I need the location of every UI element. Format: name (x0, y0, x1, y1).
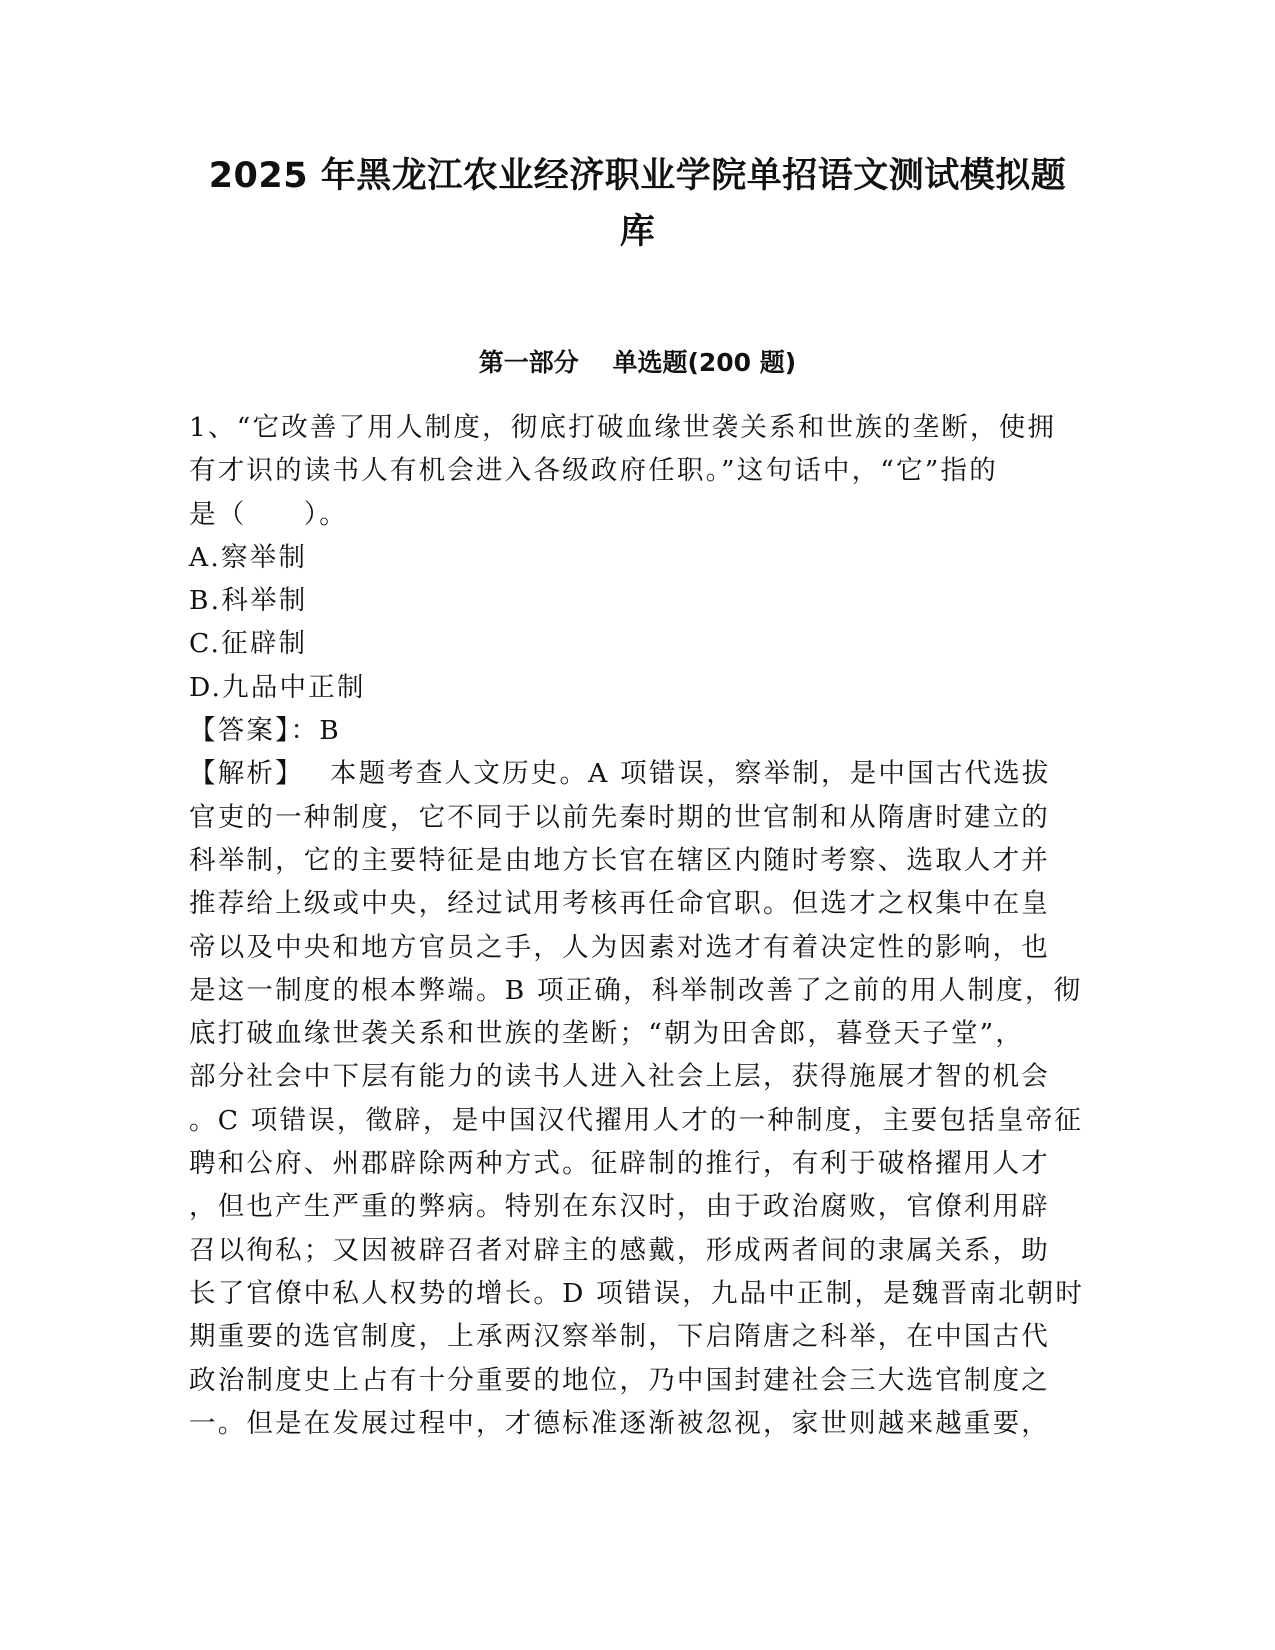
analysis-line: 聘和公府、州郡辟除两种方式。征辟制的推行，有利于破格擢用人才 (189, 1148, 1050, 1180)
analysis-line: 期重要的选官制度，上承两汉察举制，下启隋唐之科举，在中国古代 (189, 1321, 1050, 1353)
analysis-line: 【解析】 本题考查人文历史。A 项错误，察举制，是中国古代选拔 (189, 758, 1051, 790)
answer-value: B (319, 715, 341, 747)
analysis-line: 一。但是在发展过程中，才德标准逐渐被忽视，家世则越来越重要， (189, 1407, 1050, 1439)
analysis-line: 召以徇私；又因被辟召者对辟主的感戴，形成两者间的隶属关系，助 (189, 1234, 1050, 1266)
analysis-line: 部分社会中下层有能力的读书人进入社会上层，获得施展才智的机会 (189, 1061, 1050, 1093)
question-1 (189, 406, 1089, 1445)
analysis-line: 帝以及中央和地方官员之手，人为因素对选才有着决定性的影响，也 (189, 931, 1050, 963)
analysis-line: 推荐给上级或中央，经过试用考核再任命官职。但选才之权集中在皇 (189, 888, 1050, 920)
option-c: C.征辟制 (189, 628, 308, 660)
section-heading: 第一部分 单选题(200 题) (478, 348, 797, 377)
analysis-line: 政治制度史上占有十分重要的地位，乃中国封建社会三大选官制度之 (189, 1364, 1050, 1396)
document-title (170, 148, 1105, 260)
answer-line (189, 709, 1089, 752)
answer-label: 【答案】： (189, 715, 320, 747)
analysis-line: 官吏的一种制度，它不同于以前先秦时期的世官制和从隋唐时建立的 (189, 801, 1050, 833)
option-a: A.察举制 (189, 541, 308, 573)
option-b: B.科举制 (189, 585, 308, 617)
analysis-line: 科举制，它的主要特征是由地方长官在辖区内随时考察、选取人才并 (189, 844, 1050, 876)
analysis-line: ，但也产生严重的弊病。特别在东汉时，由于政治腐败，官僚利用辟 (189, 1191, 1050, 1223)
option-d: D.九品中正制 (189, 671, 366, 703)
question-stem-line: 有才识的读书人有机会进入各级政府任职。”这句话中，“它”指的 (189, 455, 998, 487)
question-stem-line: 1、“它改善了用人制度，彻底打破血缘世袭关系和世族的垄断，使拥 (189, 412, 1057, 443)
analysis-line: 底打破血缘世袭关系和世族的垄断；“朝为田舍郎，暮登天子堂”， (189, 1018, 1025, 1050)
document-title-line-1: 2025 年黑龙江农业经济职业学院单招语文测试模拟题 (208, 156, 1067, 196)
analysis-line: 。C 项错误，徵辟，是中国汉代擢用人才的一种制度，主要包括皇帝征 (189, 1104, 1084, 1136)
question-stem-line: 是（ ）。 (189, 498, 348, 530)
analysis-line: 是这一制度的根本弊端。B 项正确，科举制改善了之前的用人制度，彻 (189, 974, 1083, 1006)
document-title-line-2: 库 (619, 212, 656, 252)
analysis-line: 长了官僚中私人权势的增长。D 项错误，九品中正制，是魏晋南北朝时 (189, 1277, 1085, 1309)
